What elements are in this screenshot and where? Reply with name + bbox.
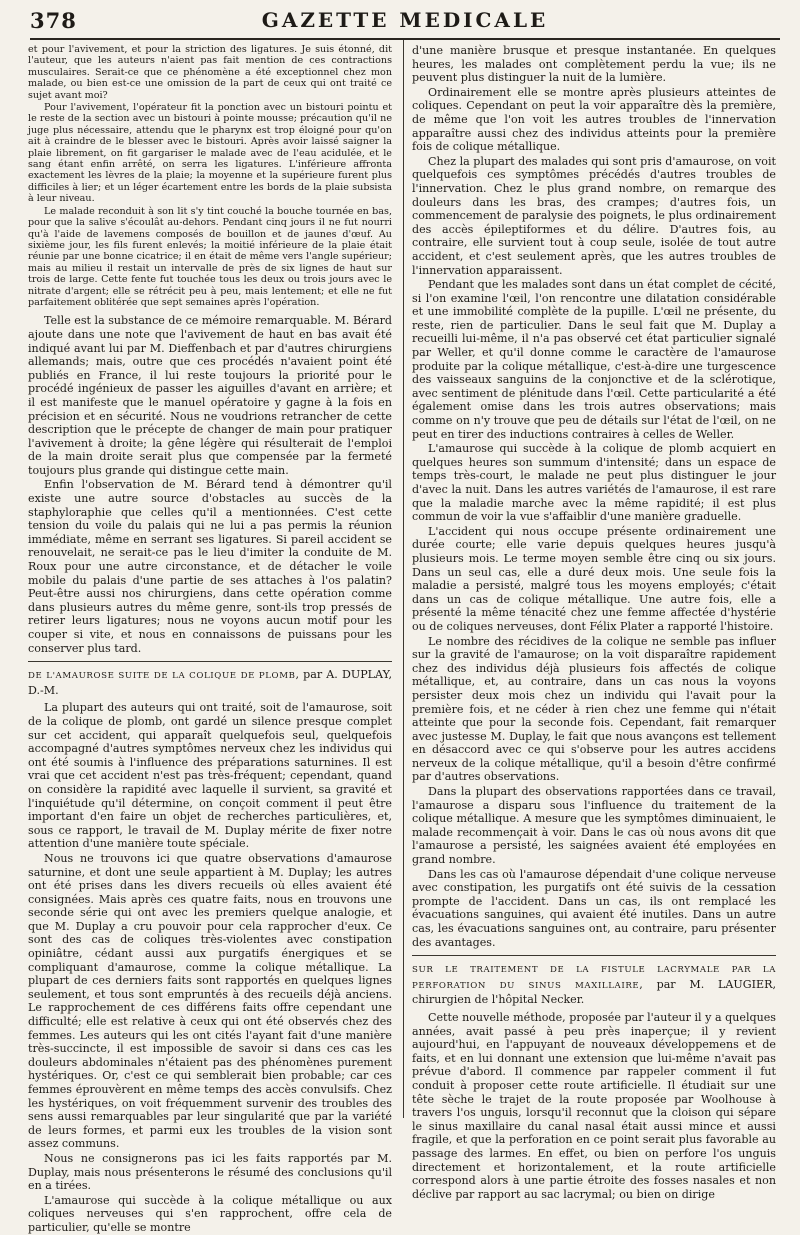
paragraph: Telle est la substance de ce mémoire remarquable. M. Bérard ajoute dans une note que l'avivement de haut en bas avait été indiqué avant lui par M. Dieffenbach et par d'autres chirurgiens allemands; mais, outre que ces procédés n'avaient point été publiés en France, il lui reste toujours la priorité pour le procédé ingénieux de passer les aiguilles d'avant en arrière; et il est manifeste que le manuel opératoire y gagne à la fois en précision et en sécurité. Nous ne voudrions retrancher de cette description que le précepte de changer de main pour pratiquer l'avivement à droite; la gêne légère qui résulterait de l'emploi de la main droite serait plus que compensée par la fermeté toujours plus grande qui distingue cette main.	[28, 314, 392, 477]
right-column	[412, 44, 776, 1201]
page-number: 378	[30, 8, 77, 33]
paragraph: Le nombre des récidives de la colique ne semble pas influer sur la gravité de l'amaurose; on la voit disparaître rapidement chez des individus déjà plusieurs fois affectés de colique métallique, et, au contraire, dans un cas nous la voyons persister deux mois chez un individu qui l'avait pour la première fois, et ne céder à rien chez une femme qui n'était atteinte que pour la seconde fois. Cependant, fait remarquer avec justesse M. Duplay, le fait que nous avançons est tellement en désaccord avec ce qui s'observe pour les autres accidens nerveux de la colique métallique, qu'il a besoin d'être confirmé par d'autres observations.	[412, 634, 776, 784]
paragraph: L'accident qui nous occupe présente ordinairement une durée courte; elle varie depuis quelques heures jusqu'à plusieurs mois. Le terme moyen semble être cinq ou six jours. Dans un seul cas, elle a duré deux mois. Une seule fois la maladie a persisté, malgré tous les moyens employés; c'était dans un cas de colique métallique. Une autre fois, elle a présenté la même ténacité chez une femme affectée d'hystérie ou de coliques nerveuses, dont Félix Plater a rapporté l'histoire.	[412, 524, 776, 633]
article-heading-fistule	[412, 962, 776, 1007]
paragraph: La plupart des auteurs qui ont traité, soit de l'amaurose, soit de la colique de plomb, ont gardé un silence presque complet sur cet accident, qui apparaît quelquefois seul, quelquefois accompagné d'autres symptômes nerveux chez les individus qui ont été soumis à l'influence des préparations saturnines. Il est vrai que cet accident n'est pas très-fréquent; cependant, quand on considère la rapidité avec laquelle il survient, sa gravité et l'inquiétude qu'il détermine, on conçoit comment il peut être important d'en faire un objet de recherches particulières, et, sous ce rapport, le travail de M. Duplay mérite de fixer notre attention d'une manière toute spéciale.	[28, 701, 392, 851]
paragraph: Le malade reconduit à son lit s'y tint couché la bouche tournée en bas, pour que la salive s'écoulât au-dehors. Pendant cinq jours il ne fut nourri qu'à l'aide de lavemens composés de bouillon et de jaunes d'œuf. Au sixième jour, les fils furent enlevés; la moitié inférieure de la plaie était réunie par une bonne cicatrice; il en était de même vers l'angle supérieur; mais au milieu il restait un intervalle de près de six lignes de haut sur trois de large. Cette fente fut touchée tous les deux ou trois jours avec le nitrate d'argent; elle se rétrécit peu à peu, mais lentement; et elle ne fut parfaitement oblitérée que sept semaines après l'opération.	[28, 205, 392, 308]
paragraph: Nous ne consignerons pas ici les faits rapportés par M. Duplay, mais nous présenterons le résumé des conclusions qu'il en a tirées.	[28, 1151, 392, 1193]
column-divider	[403, 40, 404, 1118]
paragraph: Ordinairement elle se montre après plusieurs atteintes de coliques. Cependant on peut la voir apparaître dès la première, de même que l'on voit les autres troubles de l'innervation apparaître aussi chez des individus atteints pour la première fois de colique métallique.	[412, 85, 776, 154]
heading-author: , par A. DUPLAY, D.-M.	[28, 668, 393, 697]
section-rule	[412, 955, 776, 956]
paragraph: Pour l'avivement, l'opérateur fit la ponction avec un bistouri pointu et le reste de la section avec un bistouri à pointe mousse; précaution qu'il ne juge plus nécessaire, attendu que le pharynx est trop éloigné pour qu'on ait à craindre de le blesser avec le bistouri. Après avoir laissé saigner la plaie librement, on fit gargariser le malade avec de l'eau acidulée, et le sang étant enfin arrêté, on serra les ligatures. L'inférieure affronta exactement les lèvres de la plaie; la moyenne et la supérieure furent plus difficiles à lier; et un léger écartement entre les bords de la plaie subsista à leur niveau.	[28, 102, 392, 205]
heading-title: DE L'AMAUROSE SUITE DE LA COLIQUE DE PLOMB	[28, 671, 296, 682]
paragraph: Nous ne trouvons ici que quatre observations d'amaurose saturnine, et dont une seule appartient à M. Duplay; les autres ont été prises dans les divers recueils où elles avaient été consignées. Mais après ces quatre faits, nous en trouvons une seconde série qui ont avec les premiers quelque analogie, et que M. Duplay a cru pouvoir pour cela rapprocher d'eux. Ce sont des cas de coliques très-violentes avec constipation opiniâtre, cédant aussi aux purgatifs énergiques et se compliquant d'amaurose, comme la colique métallique. La plupart de ces derniers faits sont rapportés en quelques lignes seulement, et tous sont empruntés à des recueils déjà anciens. Le rapprochement de ces différens faits offre cependant une difficulté; elle est relative à ceux qui ont été observés chez des femmes. Les auteurs qui les ont cités l'ayant fait d'une manière très-succincte, il est impossible de savoir si dans ces cas les douleurs abdominales n'étaient pas des phénomènes purement hystériques. Or, c'est ce qui semblerait bien probable; car ces femmes éprouvèrent en même temps des accès convulsifs. Chez les hystériques, on voit fréquemment survenir des troubles des sens aussi remarquables par leur singularité que par la variété de leurs formes, et parmi eux les troubles de la vision sont assez communs.	[28, 851, 392, 1151]
article-heading-amaurose	[28, 668, 392, 697]
paragraph: L'amaurose qui succède à la colique de plomb acquiert en quelques heures son summum d'intensité; dans un espace de temps très-court, le malade ne peut plus distinguer le jour d'avec la nuit. Dans les autres variétés de l'amaurose, il est rare que la maladie marche avec la même rapidité; il est plus commun de voir la vue s'affaiblir d'une manière graduelle.	[412, 442, 776, 524]
heading-author: , par M. LAUGIER, chirurgien de l'hôpital Necker.	[412, 977, 776, 1007]
heading-title: SUR LE TRAITEMENT DE LA FISTULE LACRYMALE PAR LA PERFORATION DU SINUS MAXILLAIRE	[412, 965, 776, 991]
paragraph: Pendant que les malades sont dans un état complet de cécité, si l'on examine l'œil, l'on rencontre une dilatation considérable et une immobilité complète de la pupille. L'œil ne présente, du reste, rien de particulier. Dans le seul fait que M. Duplay a recueilli lui-même, il n'a pas observé cet état particulier signalé par Weller, et qu'il donne comme le caractère de l'amaurose produite par la colique métallique, c'est-à-dire une turgescence des vaisseaux sanguins de la conjonctive et de la sclérotique, avec sentiment de plénitude dans l'œil. Cette particularité a été également omise dans les trois autres observations; mais comme on n'y trouve que peu de détails sur l'état de l'œil, on ne peut en tirer des inductions contraires à celles de Weller.	[412, 278, 776, 441]
page-header	[30, 8, 780, 36]
header-rule	[30, 38, 780, 40]
section-rule	[28, 661, 392, 662]
paragraph: d'une manière brusque et presque instantanée. En quelques heures, les malades ont complètement perdu la vue; ils ne peuvent plus distinguer la nuit de la lumière.	[412, 44, 776, 85]
paragraph: Enfin l'observation de M. Bérard tend à démontrer qu'il existe une autre source d'obstacles au succès de la staphyloraphie que celles qu'il a mentionnées. C'est cette tension du voile du palais qui ne lui a pas permis la réunion immédiate, même en serrant ses ligatures. Si pareil accident se renouvelait, ne serait-ce pas le lieu d'imiter la conduite de M. Roux pour une autre circonstance, et de détacher le voile mobile du palais d'une partie de ses attaches à l'os palatin? Peut-être aussi nos chirurgiens, dans cette opération comme dans plusieurs autres du même genre, sont-ils trop pressés de retirer leurs ligatures; nous ne voyons aucun motif pour les couper si vite, et nous en connaissons de puissans pour les conserver plus tard.	[28, 478, 392, 655]
paragraph: L'amaurose qui succède à la colique métallique ou aux coliques nerveuses qui s'en rapprochent, offre cela de particulier, qu'elle se montre	[28, 1193, 392, 1234]
left-column	[28, 44, 393, 1234]
paragraph: Chez la plupart des malades qui sont pris d'amaurose, on voit quelquefois ces symptômes précédés d'autres troubles de l'innervation. Chez le plus grand nombre, on remarque des douleurs dans les bras, des crampes; d'autres fois, un commencement de paralysie des poignets, le plus ordinairement des accès épileptiformes et du délire. D'autres fois, au contraire, elle survient tout à coup seule, isolée de tout autre accident, et c'est seulement après, que les autres troubles de l'innervation apparaissent.	[412, 154, 776, 277]
paragraph: Dans la plupart des observations rapportées dans ce travail, l'amaurose a disparu sous l'influence du traitement de la colique métallique. A mesure que les symptômes diminuaient, le malade recommençait à voir. Dans le cas où nous avons dit que l'amaurose a persisté, les saignées avaient été employées en grand nombre.	[412, 785, 776, 867]
paragraph: Cette nouvelle méthode, proposée par l'auteur il y a quelques années, avait passé à peu près inaperçue; il y revient aujourd'hui, en l'appuyant de nouveaux développemens et de faits, et en lui donnant une extension que lui-même n'avait pas prévue d'abord. Il commence par rappeler comment il fut conduit à proposer cette route artificielle. Il étudiait sur une tête sèche le trajet de la route proposée par Woolhouse à travers l'os unguis, lorsqu'il reconnut que la cloison qui sépare le sinus maxillaire du canal nasal était aussi mince et aussi fragile, et que la perforation en ce point serait plus favorable au passage des larmes. En effet, ou bien on perfore l'os unguis directement et horizontalement, et la route artificielle correspond alors à une partie étroite des fosses nasales et non déclive par rapport au sac lacrymal; ou bien on dirige	[412, 1010, 776, 1201]
paragraph: et pour l'avivement, et pour la striction des ligatures. Je suis étonné, dit l'auteur, que les auteurs n'aient pas fait mention de ces contractions musculaires. Serait-ce que ce phénomène a été exceptionnel chez mon malade, ou bien est-ce une omission de la part de ceux qui ont traité ce sujet avant moi?	[28, 44, 392, 101]
paragraph: Dans les cas où l'amaurose dépendait d'une colique nerveuse avec constipation, les purgatifs ont été suivis de la cessation prompte de l'accident. Dans un cas, ils ont remplacé les évacuations sanguines, qui avaient été inutiles. Dans un autre cas, les évacuations sanguines ont, au contraire, paru présenter des avantages.	[412, 867, 776, 949]
running-title: GAZETTE MEDICALE	[261, 8, 549, 32]
